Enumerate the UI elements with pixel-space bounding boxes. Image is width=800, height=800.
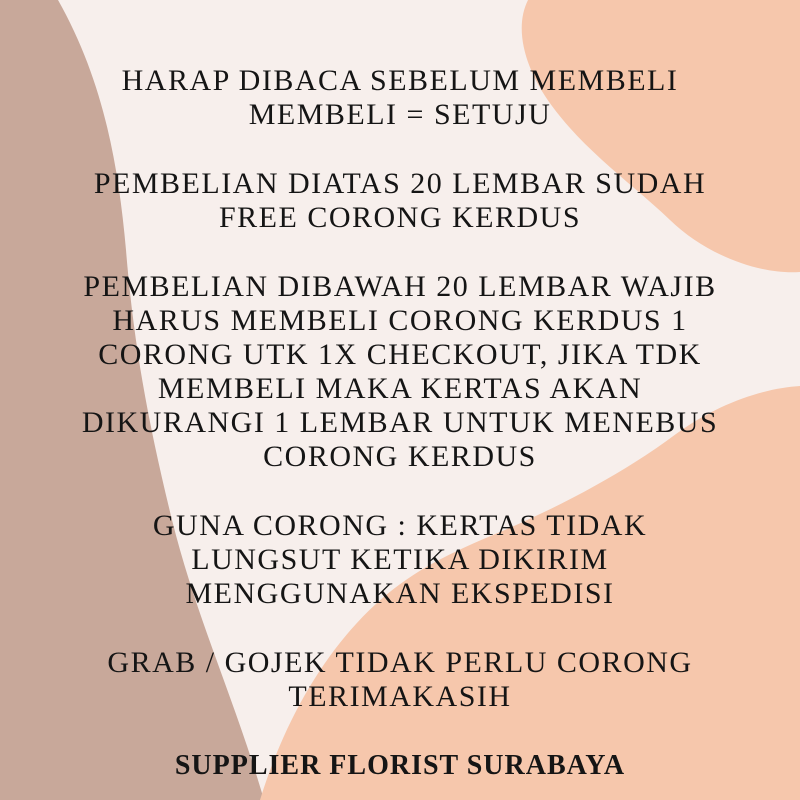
notice-line: LUNGSUT KETIKA DIKIRIM [191,543,609,576]
notice-line: HARAP DIBACA SEBELUM MEMBELI [121,64,679,97]
notice-line: PEMBELIAN DIBAWAH 20 LEMBAR WAJIB [83,270,717,303]
notice-paragraph-grab-gojek [0,646,800,714]
notice-line: MEMBELI MAKA KERTAS AKAN [157,372,643,405]
notice-paragraph-corong-purpose [0,509,800,611]
notice-line: DIKURANGI 1 LEMBAR UNTUK MENEBUS [81,406,719,439]
notice-line: MENGGUNAKAN EKSPEDISI [185,577,615,610]
notice-line: CORONG KERDUS [263,440,537,473]
notice-line: MEMBELI = SETUJU [248,98,552,131]
notice-line: HARUS MEMBELI CORONG KERDUS 1 [112,304,688,337]
notice-text-block [0,64,800,749]
notice-line: FREE CORONG KERDUS [218,201,582,234]
notice-line: GUNA CORONG : KERTAS TIDAK [152,509,648,542]
notice-paragraph-read-before-buy [0,64,800,132]
notice-line: TERIMAKASIH [288,680,512,713]
store-signature: SUPPLIER FLORIST SURABAYA [174,750,626,781]
notice-line: PEMBELIAN DIATAS 20 LEMBAR SUDAH [93,167,707,200]
notice-line: CORONG UTK 1X CHECKOUT, JIKA TDK [98,338,702,371]
notice-line: GRAB / GOJEK TIDAK PERLU CORONG [107,646,693,679]
notice-paragraph-free-corong [0,167,800,235]
notice-paragraph-required-corong [0,270,800,474]
